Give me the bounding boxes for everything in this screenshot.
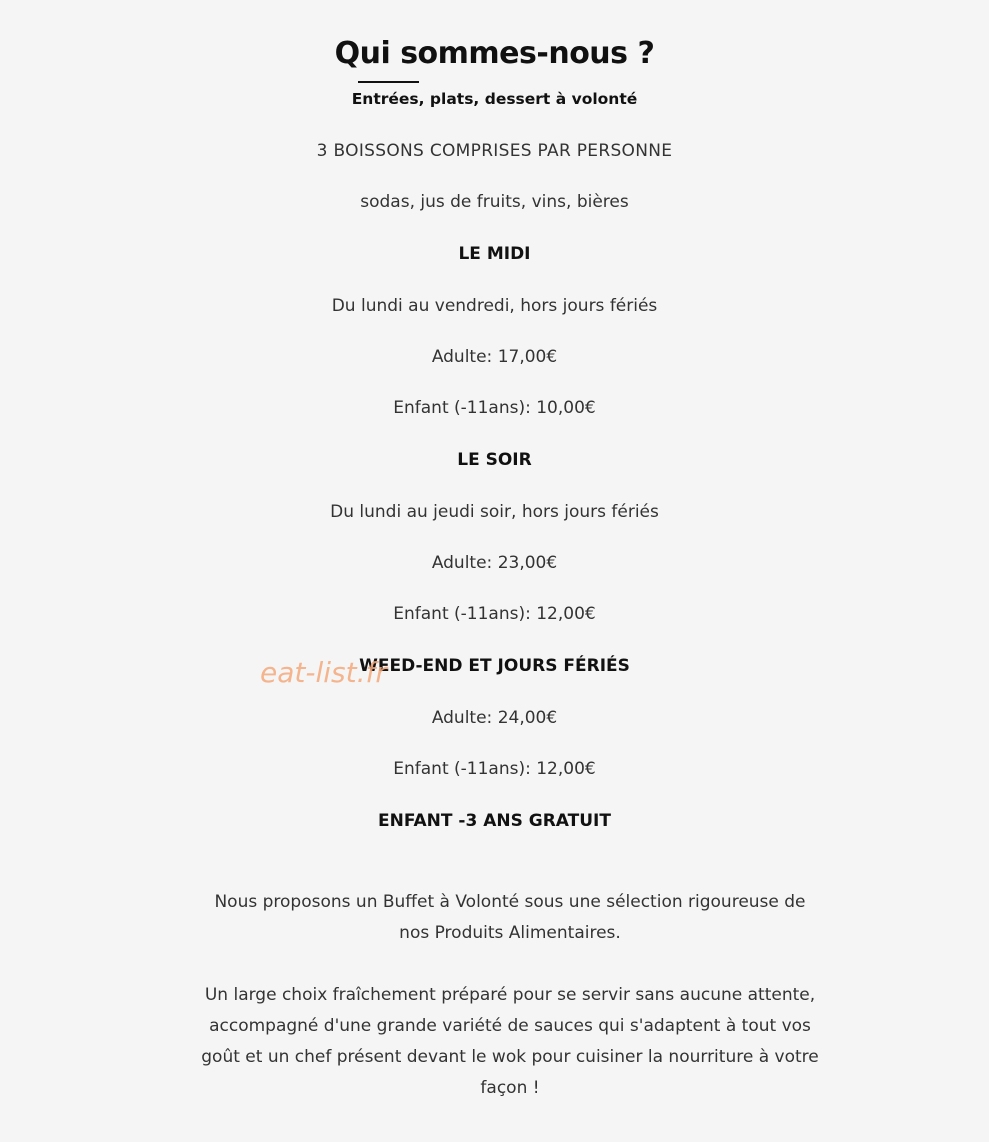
page-title: Qui sommes-nous ?	[334, 36, 655, 71]
midi-days: Du lundi au vendredi, hors jours fériés	[331, 296, 658, 316]
midi-heading: LE MIDI	[458, 244, 531, 264]
watermark-logo: eat-list.fr	[260, 656, 387, 689]
soir-adult-price: Adulte: 23,00€	[431, 553, 558, 573]
drinks-headline: 3 BOISSONS COMPRISES PAR PERSONNE	[316, 141, 673, 161]
title-underline	[358, 81, 419, 83]
description-paragraph-2: Un large choix fraîchement préparé pour se servir sans aucune attente, accompagné d'une grande variété de sauces qui s'adaptent à tout vos goût et un chef présent devant le wok pour cuisiner la nourriture à votre façon !	[201, 985, 819, 1098]
weekend-adult-price: Adulte: 24,00€	[431, 708, 558, 728]
weekend-child-price: Enfant (-11ans): 12,00€	[393, 759, 596, 779]
soir-child-price: Enfant (-11ans): 12,00€	[393, 604, 596, 624]
midi-adult-price: Adulte: 17,00€	[431, 347, 558, 367]
weekend-heading: WEED-END ET JOURS FÉRIÉS	[359, 656, 630, 676]
description-paragraph-1: Nous proposons un Buffet à Volonté sous une sélection rigoureuse de nos Produits Alimentaires.	[214, 892, 806, 943]
soir-days: Du lundi au jeudi soir, hors jours fériés	[330, 502, 659, 522]
midi-child-price: Enfant (-11ans): 10,00€	[393, 398, 596, 418]
drinks-list: sodas, jus de fruits, vins, bières	[360, 192, 629, 212]
free-child-note: ENFANT -3 ANS GRATUIT	[378, 811, 611, 831]
page-subtitle: Entrées, plats, dessert à volonté	[351, 90, 638, 108]
soir-heading: LE SOIR	[457, 450, 532, 470]
